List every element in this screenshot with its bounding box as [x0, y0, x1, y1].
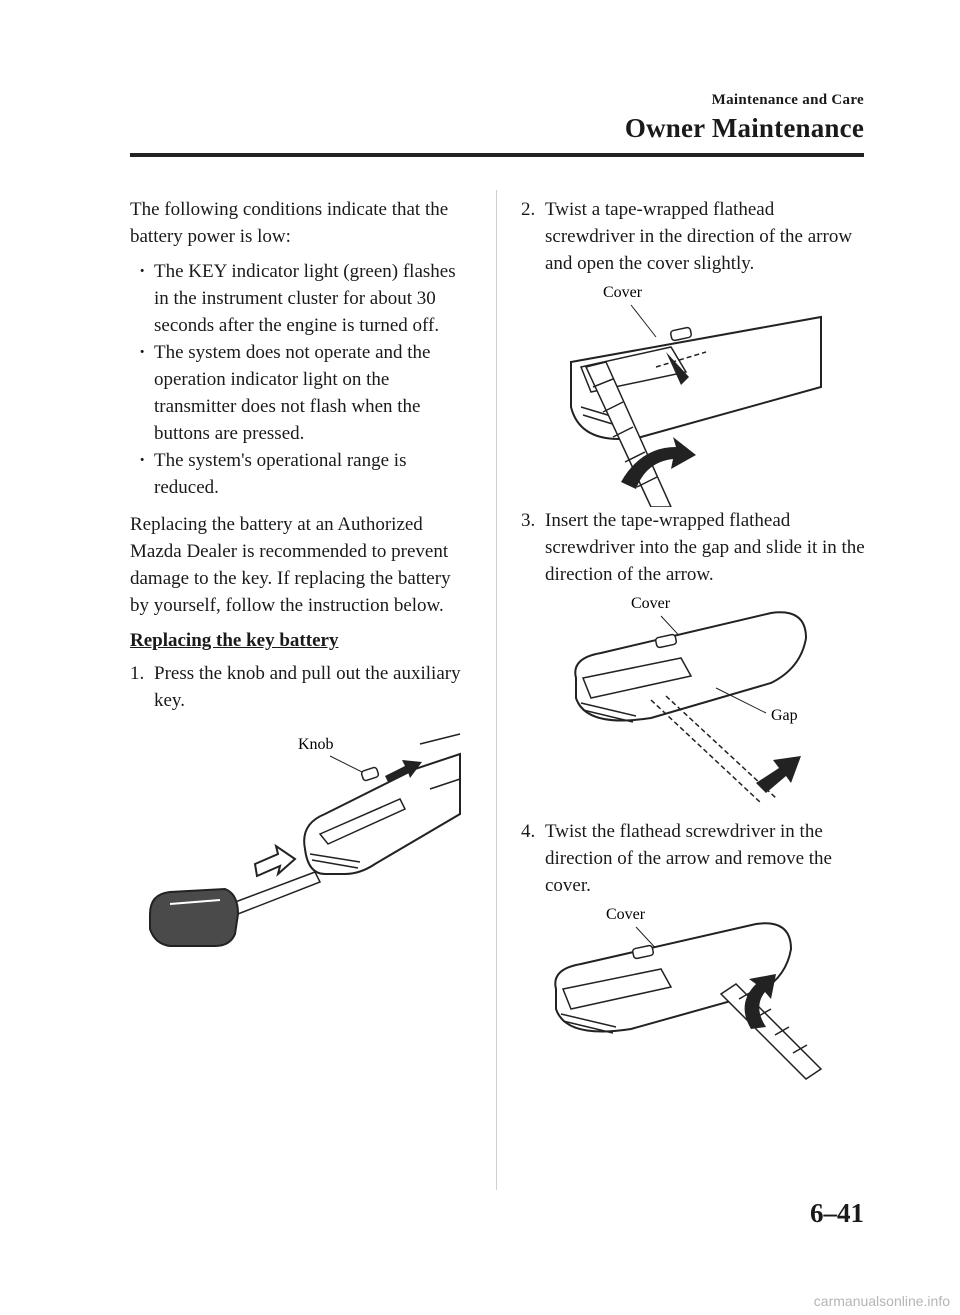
condition-item: · The KEY indicator light (green) flashes in the instrument cluster for about 30 seconds after the engine is turned off. — [130, 258, 470, 339]
watermark: carmanualsonline.info — [813, 1293, 950, 1309]
figure-knob-auxiliary-key — [130, 714, 470, 994]
figure-slide-into-gap — [521, 588, 866, 818]
cover-label: Cover — [606, 906, 646, 923]
chapter-title: Owner Maintenance — [624, 113, 864, 143]
low-battery-conditions — [130, 258, 470, 501]
step-1 — [130, 660, 470, 714]
cover-label: Cover — [631, 595, 671, 612]
step-text: Twist the flathead screwdriver in the direction of the arrow and remove the cover. — [545, 821, 832, 896]
right-column — [521, 196, 866, 1099]
step-text: Twist a tape-wrapped flathead screwdriver in the direction of the arrow and open the cover slightly. — [545, 199, 853, 274]
step-number: 4. — [521, 821, 536, 842]
gap-label: Gap — [771, 707, 798, 724]
knob-label: Knob — [298, 736, 334, 753]
column-divider — [496, 190, 497, 1190]
subheading-replacing-battery: Replacing the key battery — [130, 630, 339, 651]
section-label: Maintenance and Care — [711, 92, 864, 108]
figure-remove-cover — [521, 899, 866, 1099]
page-header — [625, 92, 864, 144]
header-rule — [130, 153, 864, 157]
condition-item: · The system's operational range is reduced. — [130, 447, 470, 501]
step-number: 2. — [521, 199, 536, 220]
step-text: Insert the tape-wrapped flathead screwdriver into the gap and slide it in the direction of the arrow. — [545, 510, 865, 585]
left-column — [130, 196, 470, 994]
step-number: 3. — [521, 510, 536, 531]
step-text: Press the knob and pull out the auxiliary key. — [154, 663, 461, 711]
step-2 — [521, 196, 866, 277]
figure-open-cover-slightly — [521, 277, 866, 507]
condition-item: · The system does not operate and the operation indicator light on the transmitter does not flash when the buttons are pressed. — [130, 339, 470, 447]
step-3 — [521, 507, 866, 588]
page-number: 6–41 — [810, 1198, 864, 1228]
step-4 — [521, 818, 866, 899]
recommendation-paragraph: Replacing the battery at an Authorized Mazda Dealer is recommended to prevent damage to the key. If replacing the battery by yourself, follow the instruction below. — [130, 514, 451, 616]
intro-paragraph: The following conditions indicate that the battery power is low: — [130, 199, 449, 247]
step-number: 1. — [130, 663, 145, 684]
cover-label: Cover — [603, 284, 643, 301]
